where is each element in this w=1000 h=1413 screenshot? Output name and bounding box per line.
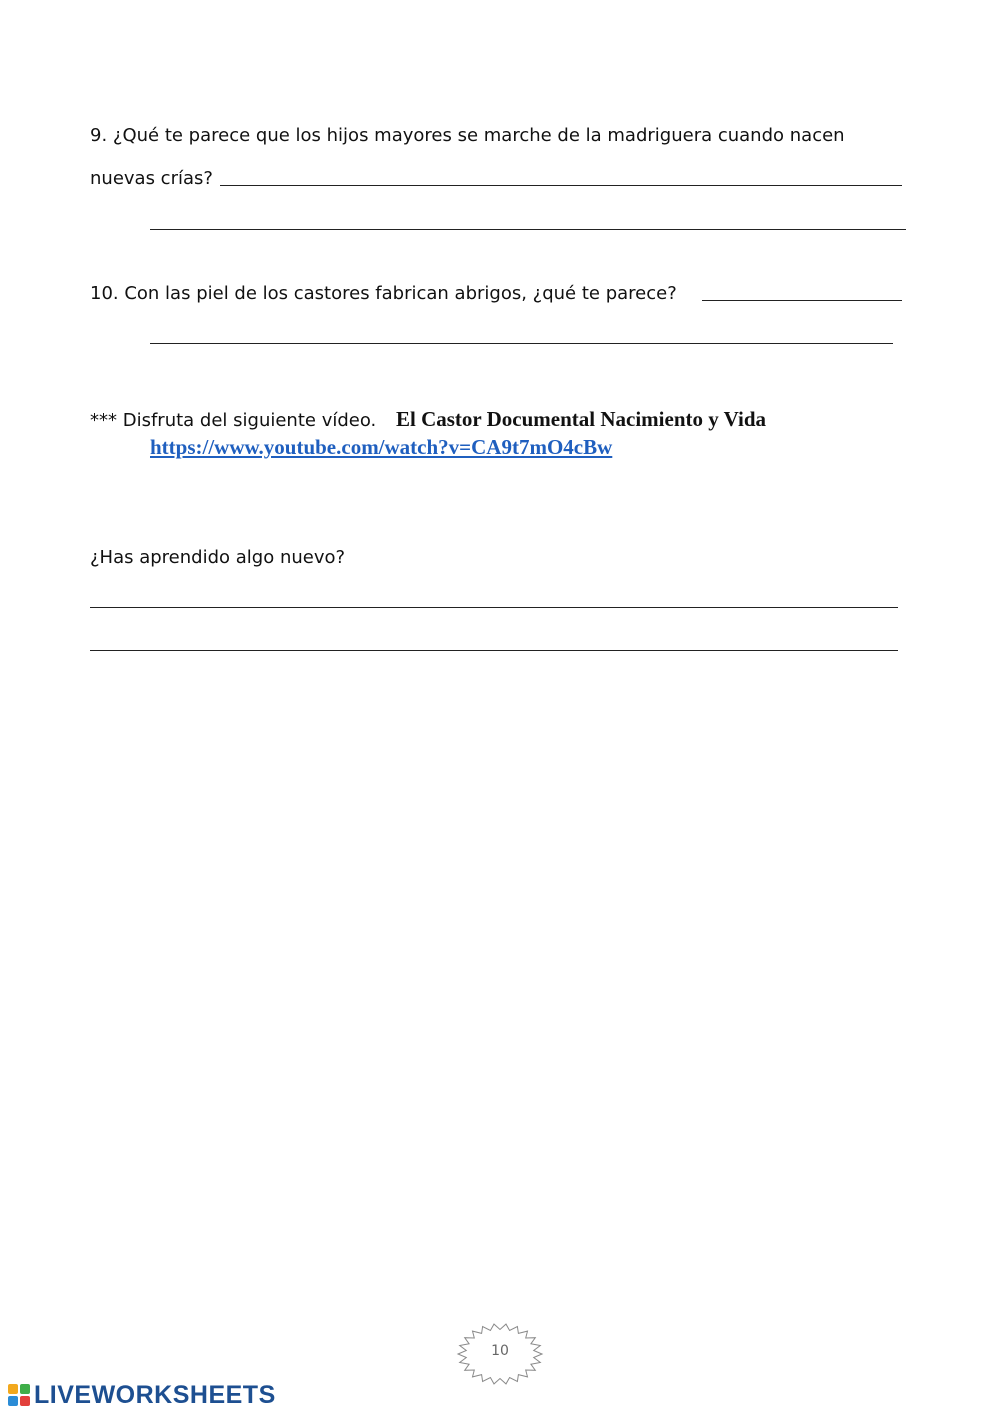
brand-name: LIVEWORKSHEETS bbox=[34, 1380, 276, 1409]
page-number-badge bbox=[456, 1322, 544, 1386]
question-9-line-1: 9. ¿Qué te parece que los hijos mayores se marche de la madriguera cuando nacen bbox=[90, 125, 845, 146]
video-link[interactable]: https://www.youtube.com/watch?v=CA9t7mO4cBw bbox=[150, 435, 613, 459]
answer-line-q9-2[interactable] bbox=[150, 229, 906, 230]
reflection-question: ¿Has aprendido algo nuevo? bbox=[90, 547, 346, 568]
video-section bbox=[90, 407, 766, 433]
answer-line-reflection-1[interactable] bbox=[90, 607, 898, 608]
answer-line-q10-1[interactable] bbox=[702, 300, 902, 301]
page-number: 10 bbox=[491, 1343, 509, 1359]
video-intro: *** Disfruta del siguiente vídeo. bbox=[90, 410, 377, 431]
brand-blocks-icon bbox=[8, 1384, 30, 1406]
liveworksheets-logo bbox=[8, 1378, 276, 1412]
question-9-line-2: nuevas crías? bbox=[90, 168, 213, 189]
answer-line-q9-1[interactable] bbox=[220, 185, 902, 186]
answer-line-q10-2[interactable] bbox=[150, 343, 893, 344]
video-title: El Castor Documental Nacimiento y Vida bbox=[396, 407, 767, 431]
answer-line-reflection-2[interactable] bbox=[90, 650, 898, 651]
question-10: 10. Con las piel de los castores fabrican abrigos, ¿qué te parece? bbox=[90, 283, 677, 304]
